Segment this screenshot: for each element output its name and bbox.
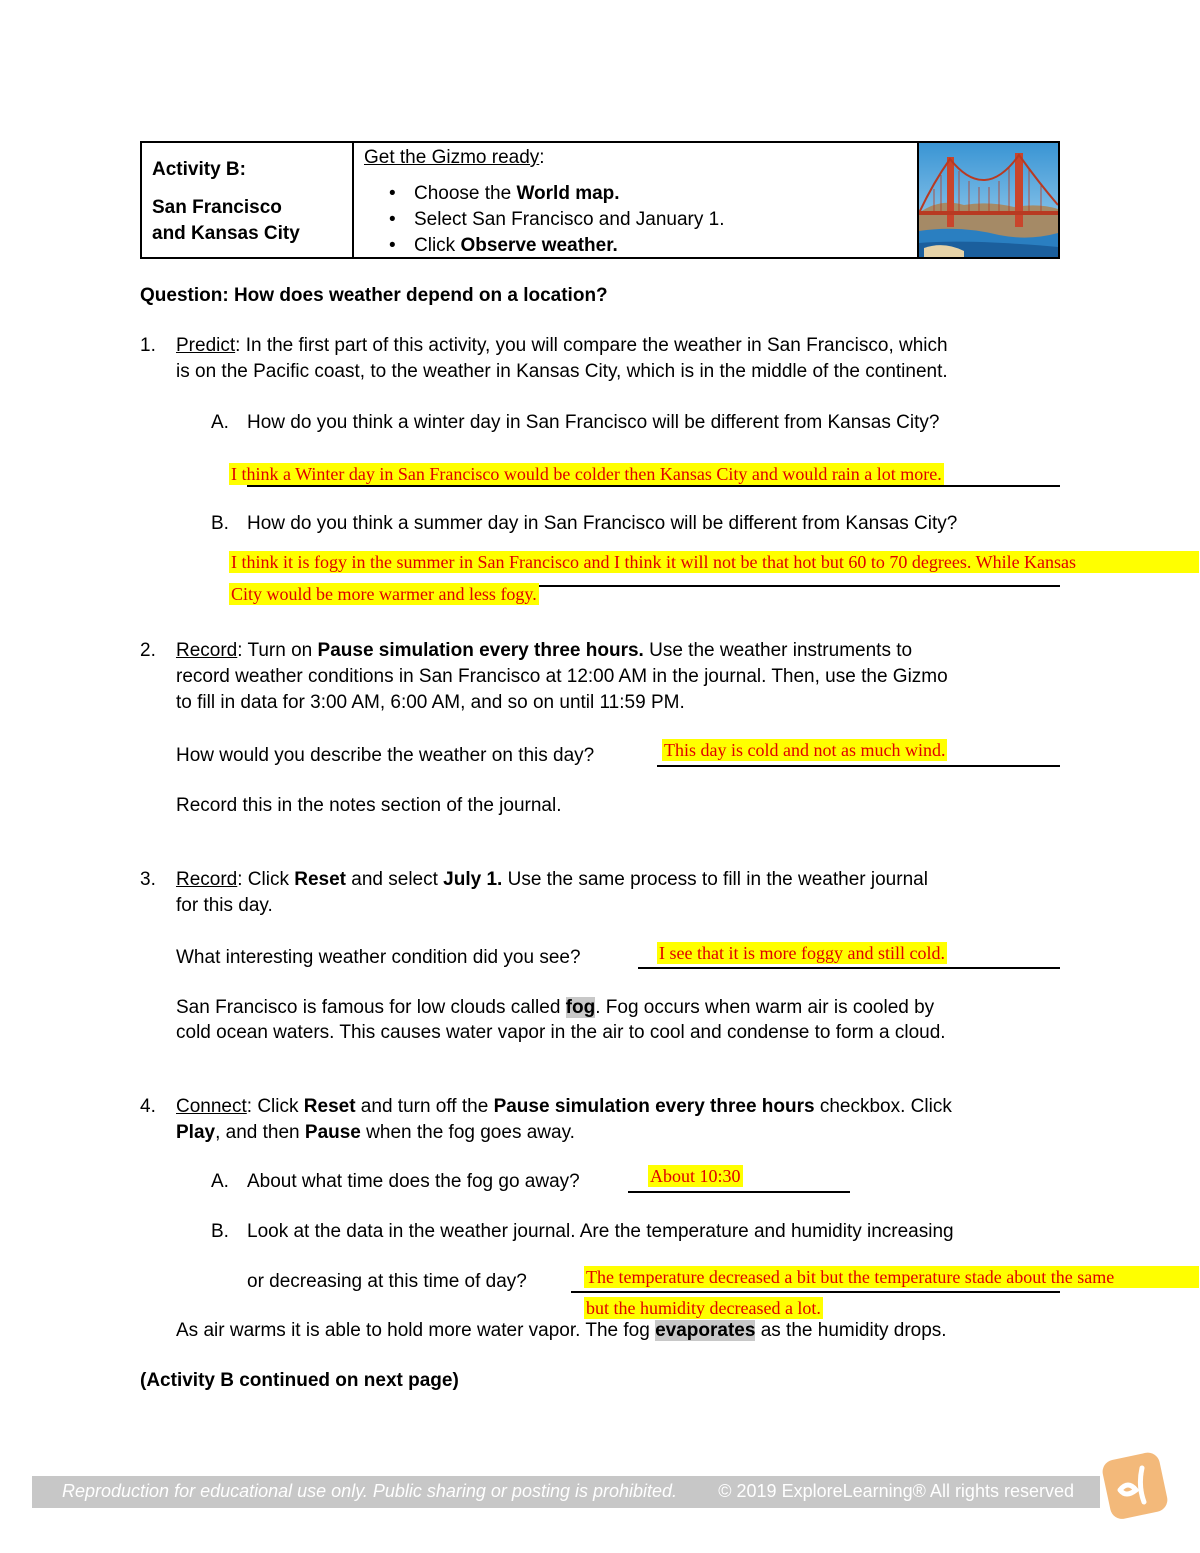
q4-text-line2: Play, and then Pause when the fog goes away. bbox=[176, 1122, 575, 1143]
q4b-answer-line1[interactable]: The temperature decreased a bit but the temperature stade about the same bbox=[584, 1266, 1199, 1288]
gizmo-ready-heading: Get the Gizmo ready: bbox=[364, 147, 545, 168]
gizmo-step: • Choose the World map. bbox=[364, 181, 904, 207]
gizmo-step: • Click Observe weather. bbox=[364, 233, 904, 259]
q2-text-line2: record weather conditions in San Francisco at 12:00 AM in the journal. Then, use the Gizmo bbox=[176, 666, 948, 687]
q2-label: Record bbox=[176, 640, 238, 661]
q4b-answer-line2[interactable]: but the humidity decreased a lot. bbox=[586, 1298, 821, 1318]
footer-bar bbox=[32, 1476, 1100, 1508]
activity-title: Activity B: bbox=[152, 159, 246, 180]
q1a-answer-line bbox=[247, 485, 1060, 487]
activity-header-table bbox=[140, 141, 1060, 259]
q4a-answer-line bbox=[628, 1191, 850, 1193]
q4b-text-line2: or decreasing at this time of day? bbox=[247, 1271, 527, 1292]
q4a-text: About what time does the fog go away? bbox=[247, 1171, 580, 1192]
activity-subtitle-1: San Francisco bbox=[152, 197, 282, 218]
q4-text-line1: Connect: Click Reset and turn off the Pause simulation every three hours checkbox. Click bbox=[176, 1096, 952, 1117]
q1b-answer-line2[interactable]: City would be more warmer and less fogy. bbox=[231, 584, 537, 604]
fog-paragraph-line2: cold ocean waters. This causes water vapor in the air to cool and condense to form a cloud. bbox=[176, 1022, 946, 1043]
q1b-letter: B. bbox=[211, 513, 229, 534]
gizmo-step: • Select San Francisco and January 1. bbox=[364, 207, 904, 233]
gizmo-ready-cell bbox=[354, 143, 919, 257]
q2-prompt: How would you describe the weather on this day? bbox=[176, 745, 595, 766]
footer-copyright: © 2019 ExploreLearning® All rights reserved bbox=[718, 1481, 1074, 1501]
q1-text-line2: is on the Pacific coast, to the weather in Kansas City, which is in the middle of the continent. bbox=[176, 361, 948, 382]
q2-text-line3: to fill in data for 3:00 AM, 6:00 AM, and so on until 11:59 PM. bbox=[176, 692, 685, 713]
evaporation-paragraph: As air warms it is able to hold more water vapor. The fog evaporates as the humidity drops. bbox=[176, 1320, 947, 1341]
q4b-letter: B. bbox=[211, 1221, 229, 1242]
footer-reproduction-notice: Reproduction for educational use only. Public sharing or posting is prohibited. bbox=[62, 1481, 678, 1501]
q1b-answer-line1[interactable]: I think it is fogy in the summer in San Francisco and I think it will not be that hot but 60 to 70 degrees. While Kansas bbox=[229, 551, 1199, 573]
q4b-answer-line bbox=[571, 1291, 1060, 1293]
activity-subtitle-2: and Kansas City bbox=[152, 223, 300, 244]
continued-note: (Activity B continued on next page) bbox=[140, 1370, 459, 1391]
q3-prompt: What interesting weather condition did you see? bbox=[176, 947, 581, 968]
q1-label: Predict bbox=[176, 335, 236, 356]
q3-number: 3. bbox=[140, 869, 156, 890]
q3-answer-line bbox=[638, 967, 1060, 969]
activity-title-cell bbox=[142, 143, 354, 257]
fog-paragraph-line1: San Francisco is famous for low clouds called fog. Fog occurs when warm air is cooled by bbox=[176, 997, 935, 1018]
q1-number: 1. bbox=[140, 335, 156, 356]
q3-text-line1: Record: Click Reset and select July 1. Use the same process to fill in the weather journal bbox=[176, 869, 928, 890]
q1b-text: How do you think a summer day in San Francisco will be different from Kansas City? bbox=[247, 513, 958, 534]
evaporates-term: evaporates bbox=[655, 1320, 756, 1341]
q3-answer[interactable]: I see that it is more foggy and still cold. bbox=[659, 943, 945, 963]
q1a-text: How do you think a winter day in San Francisco will be different from Kansas City? bbox=[247, 412, 940, 433]
q2-note: Record this in the notes section of the journal. bbox=[176, 795, 562, 816]
q2-answer[interactable]: This day is cold and not as much wind. bbox=[664, 740, 946, 760]
main-question: Question: How does weather depend on a location? bbox=[140, 285, 608, 306]
q4-label: Connect bbox=[176, 1096, 247, 1117]
q4b-text-line1: Look at the data in the weather journal. Are the temperature and humidity increasing bbox=[247, 1221, 954, 1242]
q1a-letter: A. bbox=[211, 412, 229, 433]
q4a-answer[interactable]: About 10:30 bbox=[650, 1166, 741, 1186]
explorelearning-logo-icon bbox=[1098, 1450, 1170, 1522]
fog-term: fog bbox=[565, 997, 596, 1018]
q2-answer-line bbox=[657, 765, 1060, 767]
q3-text-line2: for this day. bbox=[176, 895, 273, 916]
q3-label: Record bbox=[176, 869, 238, 890]
q4a-letter: A. bbox=[211, 1171, 229, 1192]
q1-text-line1: Predict: In the first part of this activity, you will compare the weather in San Francisco, which bbox=[176, 335, 948, 356]
q4-number: 4. bbox=[140, 1096, 156, 1117]
q2-text-line1: Record: Turn on Pause simulation every three hours. Use the weather instruments to bbox=[176, 640, 913, 661]
golden-gate-bridge-icon bbox=[919, 143, 1058, 257]
q1a-answer[interactable]: I think a Winter day in San Francisco would be colder then Kansas City and would rain a lot more. bbox=[231, 464, 942, 484]
gizmo-steps-list bbox=[364, 181, 904, 259]
q2-number: 2. bbox=[140, 640, 156, 661]
